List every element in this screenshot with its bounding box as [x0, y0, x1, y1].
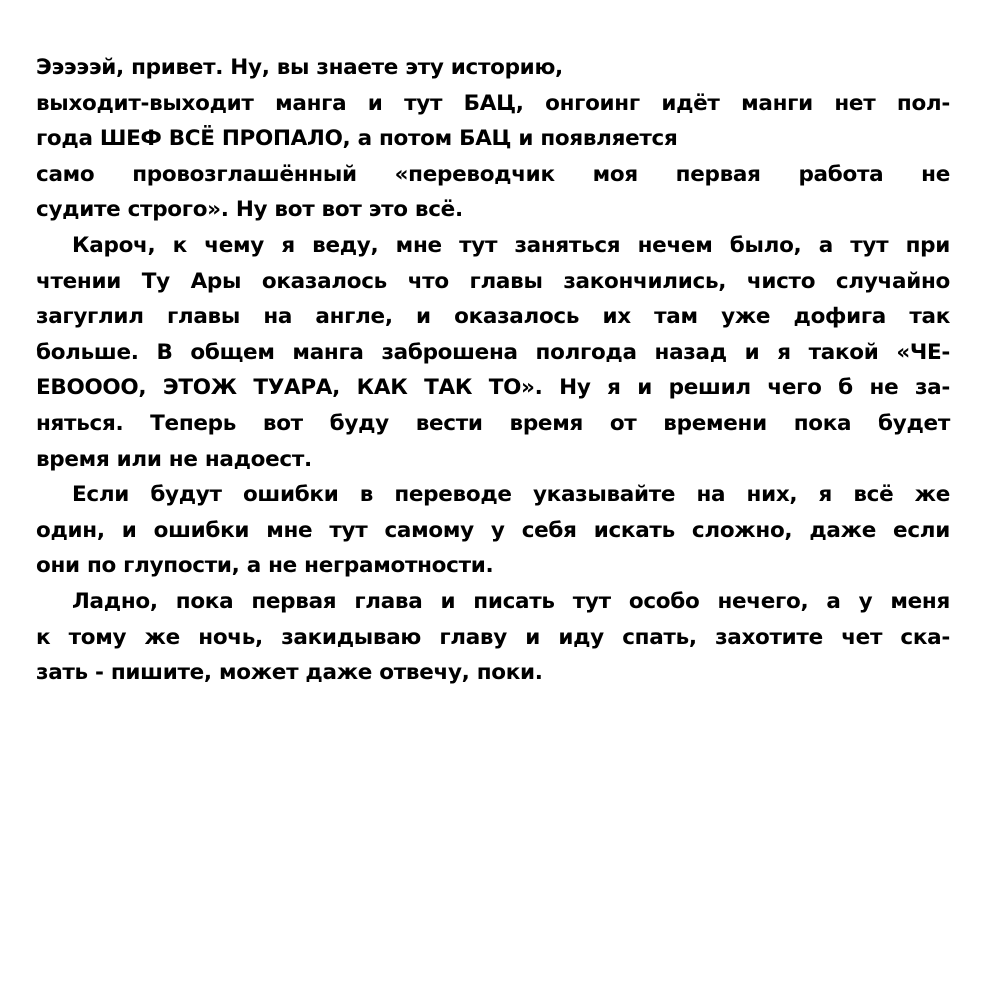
text-line: судите строго». Ну вот вот это всё. [36, 197, 463, 223]
paragraph-4 [36, 584, 950, 691]
text-line: няться. Теперь вот буду вести время от времени пока будет [36, 410, 950, 436]
text-line: время или не надоест. [36, 446, 312, 472]
text-line: к тому же ночь, закидываю главу и иду спать, захотите чет ска- [36, 624, 950, 650]
text-line: Эээээй, привет. Ну, вы знаете эту историю, [36, 55, 563, 80]
text-line: они по глупости, а не неграмотности. [36, 553, 494, 579]
text-line: Если будут ошибки в переводе указывайте на них, я всё же [72, 482, 950, 508]
text-line: выходит-выходит манга и тут БАЦ, онгоинг идёт манги нет пол- [36, 90, 950, 116]
text-line: года ШЕФ ВСЁ ПРОПАЛО, а потом БАЦ и появляется [36, 126, 678, 152]
text-line: Ладно, пока первая глава и писать тут особо нечего, а у меня [72, 588, 950, 614]
document-body [36, 50, 950, 691]
text-line: один, и ошибки мне тут самому у себя искать сложно, даже если [36, 517, 950, 543]
paragraph-3 [36, 477, 950, 584]
text-line: само провозглашённый «переводчик моя первая работа не [36, 161, 950, 187]
paragraph-1 [36, 50, 950, 228]
text-line: чтении Ту Ары оказалось что главы закончились, чисто случайно [36, 268, 950, 294]
text-line: загуглил главы на англе, и оказалось их там уже дофига так [36, 304, 950, 330]
text-line: Кароч, к чему я веду, мне тут заняться нечем было, а тут при [72, 232, 950, 258]
text-line: ЕВОООО, ЭТОЖ ТУАРА, КАК ТАК ТО». Ну я и решил чего б не за- [36, 375, 950, 401]
paragraph-2 [36, 228, 950, 477]
text-line: больше. В общем манга заброшена полгода назад и я такой «ЧЕ- [36, 339, 950, 365]
text-line: зать - пишите, может даже отвечу, поки. [36, 660, 543, 686]
